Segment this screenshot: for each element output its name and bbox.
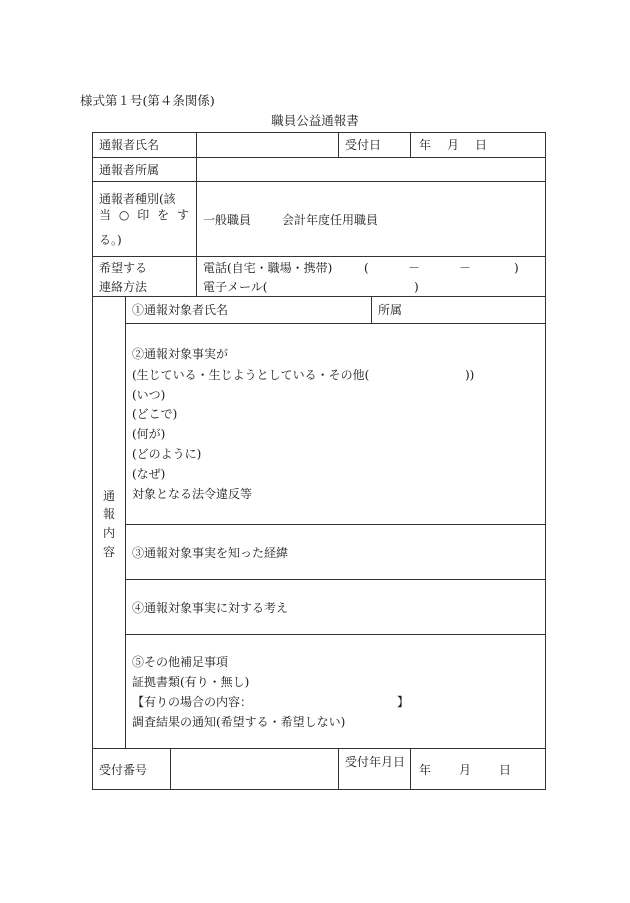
fact-what: (何が) [132, 427, 166, 441]
receipt-day-label: 日 [499, 763, 512, 777]
receipt-date-label: 受付年月日 [345, 755, 406, 769]
section-label-char-3: 内 [103, 526, 116, 540]
other-heading: ⑤その他補足事項 [132, 655, 229, 669]
phone-dash-2: － [459, 261, 472, 275]
reporter-name-label: 通報者氏名 [99, 138, 160, 152]
target-name-label: ①通報対象者氏名 [132, 303, 229, 317]
fact-how: (どのように) [132, 447, 202, 461]
evidence-line: 証拠書類(有り・無し) [132, 675, 250, 689]
fact-where: (どこで) [132, 407, 178, 421]
contact-label-line1: 希望する [99, 261, 148, 275]
fact-status-line: (生じている・生じようとしている・その他( [132, 368, 370, 382]
section-label-char-1: 通 [103, 489, 116, 503]
reporter-type-label-line3: る。) [99, 233, 122, 247]
opinion-label: ④通報対象事実に対する考え [132, 601, 289, 615]
phone-open-paren: ( [364, 261, 369, 275]
section-label-char-4: 容 [103, 545, 116, 559]
fact-heading: ②通報対象事実が [132, 347, 229, 361]
email-close-paren: ) [414, 280, 419, 294]
target-dept-label: 所属 [378, 303, 403, 317]
received-day-label: 日 [475, 138, 488, 152]
evidence-details-prefix: 【有りの場合の内容： [132, 695, 253, 709]
circumstances-label: ③通報対象事実を知った経緯 [132, 546, 289, 560]
receipt-month-label: 月 [459, 763, 472, 777]
fact-status-close: )) [465, 368, 475, 382]
received-year-label: 年 [419, 138, 432, 152]
received-date-label: 受付日 [345, 138, 382, 152]
form-number: 様式第１号(第４条関係) [80, 93, 215, 108]
option-general-staff: 一般職員 [203, 213, 252, 227]
option-fiscal-year-staff: 会計年度任用職員 [282, 213, 379, 227]
form-title: 職員公益通報書 [271, 113, 359, 128]
phone-close-paren: ) [514, 261, 519, 275]
fact-violation: 対象となる法令違反等 [132, 487, 253, 501]
reporter-dept-label: 通報者所属 [99, 163, 160, 177]
phone-dash-1: － [408, 261, 421, 275]
evidence-details-close: 】 [397, 695, 410, 709]
received-month-label: 月 [447, 138, 460, 152]
reporter-type-label-line2: 当 ○ 印 を す [99, 208, 189, 222]
reporter-type-label-line1: 通報者種別(該 [99, 192, 176, 206]
fact-when: (いつ) [132, 388, 166, 402]
email-label: 電子メール( [203, 280, 268, 294]
fact-why: (なぜ) [132, 467, 166, 481]
receipt-year-label: 年 [419, 763, 432, 777]
receipt-number-label: 受付番号 [99, 763, 148, 777]
phone-label: 電話(自宅・職場・携帯) [203, 261, 333, 275]
contact-label-line2: 連絡方法 [99, 280, 148, 294]
notification-line: 調査結果の通知(希望する・希望しない) [132, 715, 346, 729]
section-label-char-2: 報 [103, 507, 116, 521]
